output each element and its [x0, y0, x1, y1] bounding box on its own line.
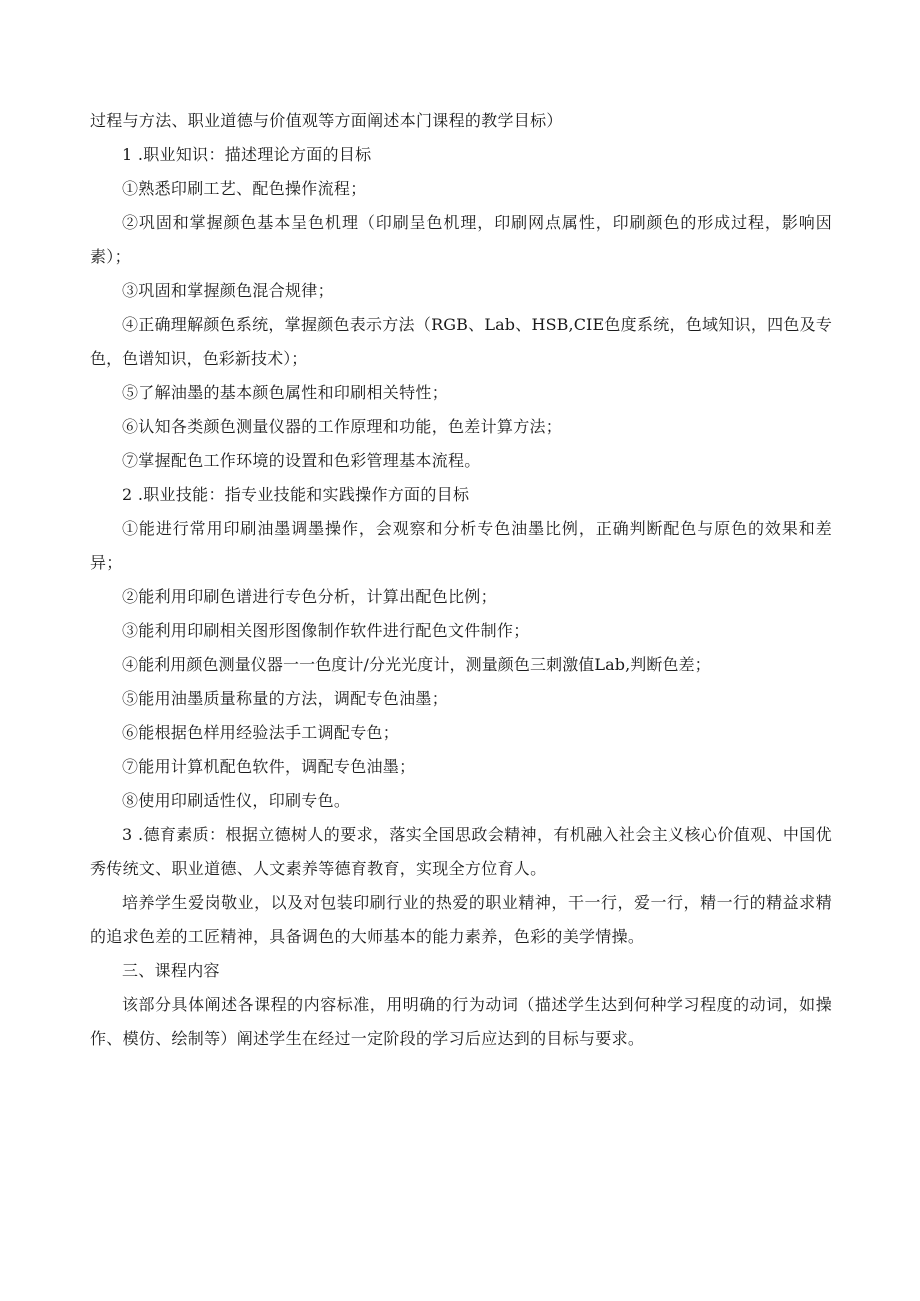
list-item: ⑧使用印刷适性仪，印刷专色。: [122, 791, 351, 810]
list-item: ②巩固和掌握颜色基本呈色机理（印刷呈色机理，印刷网点属性，印刷颜色的形成过程，影响因素）；: [90, 213, 832, 266]
list-item: ③巩固和掌握颜色混合规律；: [122, 281, 334, 300]
list-item: ①熟悉印刷工艺、配色操作流程；: [122, 179, 367, 198]
list-item: ①能进行常用印刷油墨调墨操作，会观察和分析专色油墨比例，正确判断配色与原色的效果和差异；: [90, 519, 832, 572]
list-item: ③能利用印刷相关图形图像制作软件进行配色文件制作；: [122, 621, 530, 640]
section-heading-knowledge: 1 .职业知识：描述理论方面的目标: [122, 145, 372, 164]
body-paragraph: 培养学生爱岗敬业，以及对包装印刷行业的热爱的职业精神，干一行，爱一行，精一行的精益求精的追求色差的工匠精神，具备调色的大师基本的能力素养，色彩的美学情操。: [90, 893, 832, 946]
section-heading-moral: 3 .德育素质：根据立德树人的要求，落实全国思政会精神，有机融入社会主义核心价值观、中国优秀传统文、职业道德、人文素养等德育教育，实现全方位育人。: [90, 825, 832, 878]
list-item: ④能利用颜色测量仪器一一色度计/分光光度计，测量颜色三刺激值Lab,判断色差；: [122, 655, 711, 674]
list-item: ②能利用印刷色谱进行专色分析，计算出配色比例；: [122, 587, 497, 606]
paragraph-continuation: 过程与方法、职业道德与价值观等方面阐述本门课程的教学目标）: [90, 111, 563, 130]
list-item: ⑥认知各类颜色测量仪器的工作原理和功能，色差计算方法；: [122, 417, 563, 436]
list-item: ⑦能用计算机配色软件，调配专色油墨；: [122, 757, 416, 776]
list-item: ⑤了解油墨的基本颜色属性和印刷相关特性；: [122, 383, 449, 402]
list-item: ④正确理解颜色系统，掌握颜色表示方法（RGB、Lab、HSB,CIE色度系统，色域知识，四色及专色，色谱知识，色彩新技术）；: [90, 315, 832, 368]
list-item: ⑦掌握配色工作环境的设置和色彩管理基本流程。: [122, 451, 481, 470]
list-item: ⑤能用油墨质量称量的方法，调配专色油墨；: [122, 689, 449, 708]
list-item: ⑥能根据色样用经验法手工调配专色；: [122, 723, 400, 742]
section-heading-skills: 2 .职业技能：指专业技能和实践操作方面的目标: [122, 485, 470, 504]
body-paragraph: 该部分具体阐述各课程的内容标准，用明确的行为动词（描述学生达到何种学习程度的动词，如操作、模仿、绘制等）阐述学生在经过一定阶段的学习后应达到的目标与要求。: [90, 995, 832, 1048]
document-page: [90, 104, 832, 1056]
chapter-heading-course-content: 三、课程内容: [122, 961, 220, 980]
